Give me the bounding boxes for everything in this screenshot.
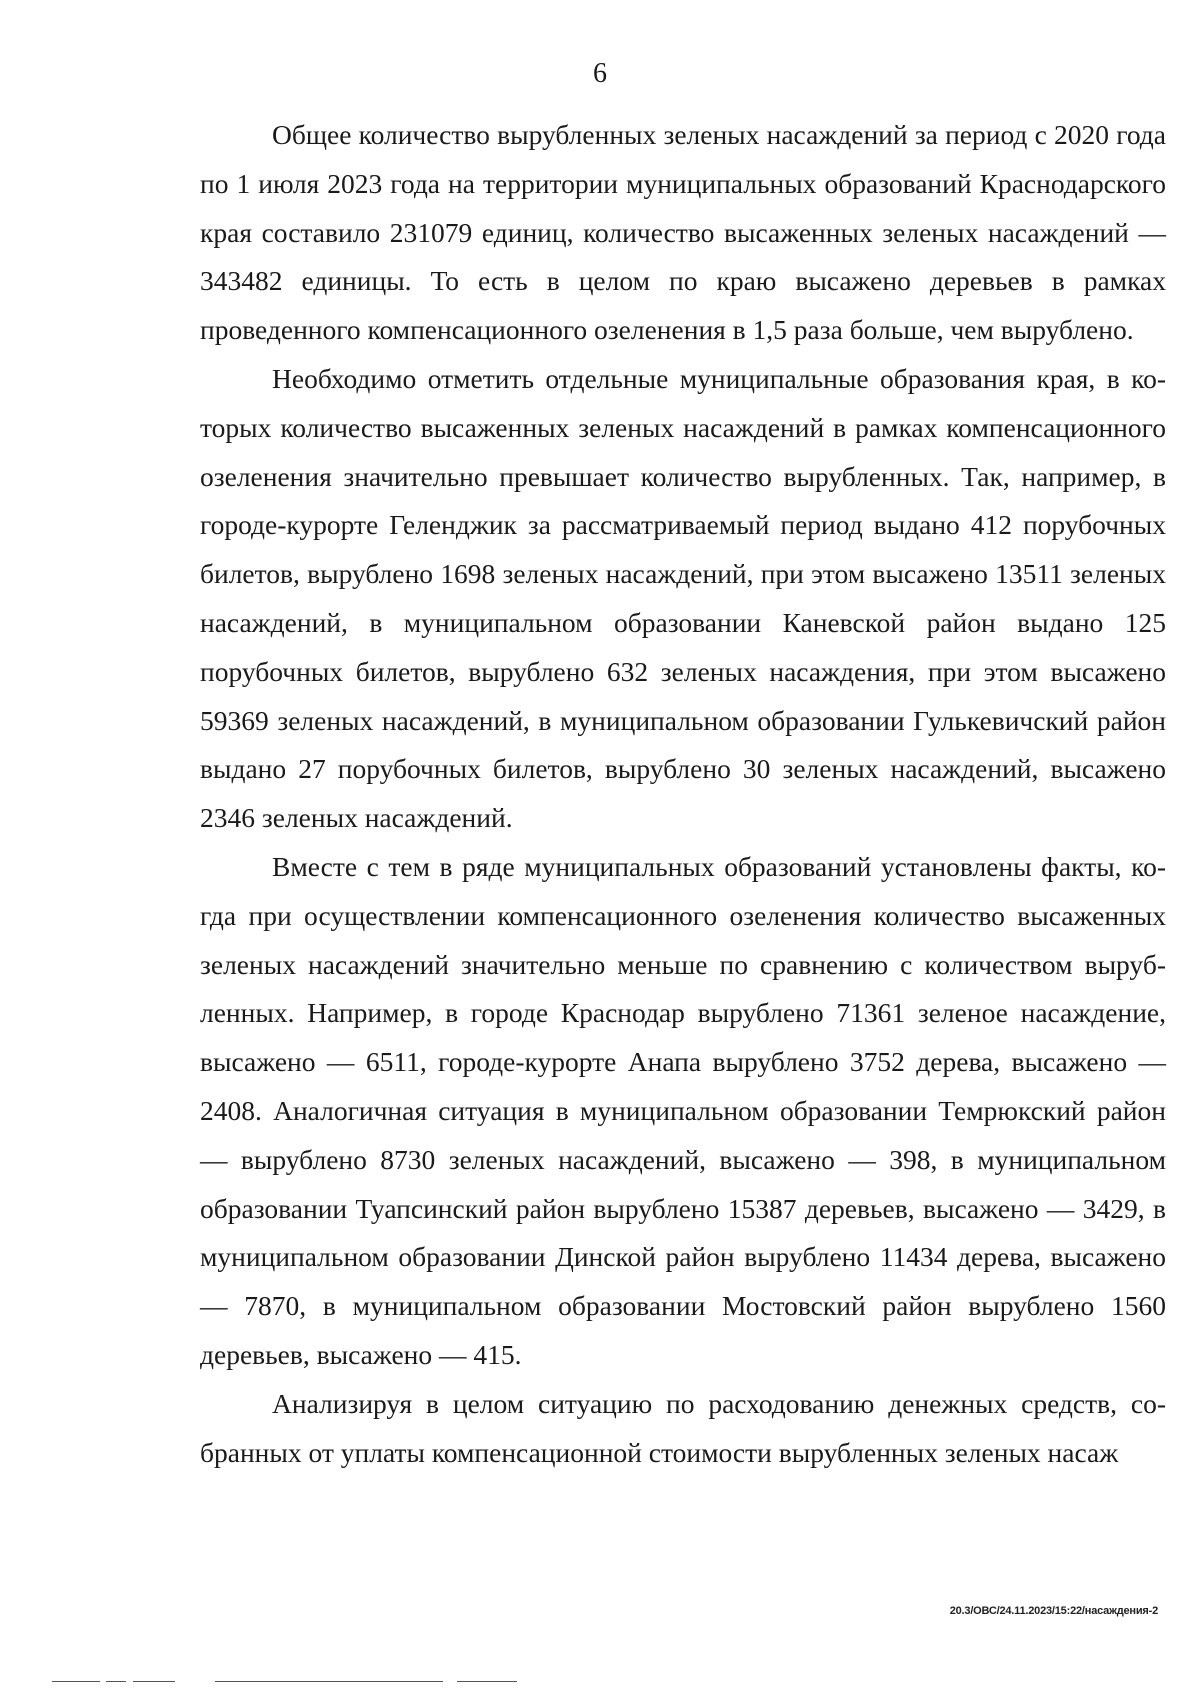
paragraph-municipalities-deficit: Вместе с тем в ряде муниципальных образований установлены факты, когда при осуществлении компенсационного озеленения количество высаженных зеленых насаждений значительно меньше по сравнению с количеством вырубленных. Например, в городе Краснодар вырублено 71361 зеленое насаждение, высажено — 6511, городе-курорте Анапа вырублено 3752 дерева, высажено — 2408. Аналогичная ситуация в муниципальном образовании Темрюкский район — вырублено 8730 зеленых насаждений, высажено — 398, в муниципальном образовании Туапсинский район вырублено 15387 деревьев, высажено — 3429, в муниципальном образовании Динской район вырублено 11434 дерева, высажено — 7870, в муниципальном образовании Мостовский район вырублено 1560 деревьев, высажено — 415. [200, 850, 1166, 1370]
scan-edge-line [52, 1681, 100, 1682]
paragraph-municipalities-exceeding: Необходимо отметить отдельные муниципальные образования края, в которых количество высаженных зеленых насаждений в рамках компенсационного озеленения значительно превышает количество вырубленных. Так, например, в городе-курорте Геленджик за рассматриваемый период выдано 412 порубочных билетов, вырублено 1698 зеленых насаждений, при этом высажено 13511 зеленых насаждений, в муниципальном образовании Каневской район выдано 125 порубочных билетов, вырублено 632 зеленых насаждения, при этом высажено 59369 зеленых насаждений, в муниципальном образовании Гулькевичский район выдано 27 порубочных билетов, вырублено 30 зеленых насаждений, высажено 2346 зеленых насаждений. [200, 362, 1166, 834]
document-code: 20.3/ОВС/24.11.2023/15:22/насаждения-2 [949, 1605, 1158, 1617]
scan-edge-line [133, 1681, 175, 1682]
scan-edge-line [106, 1681, 126, 1682]
paragraph-total-felled-planted: Общее количество вырубленных зеленых насаждений за период с 2020 года по 1 июля 2023 года на территории муниципальных образований Краснодарского края составило 231079 единиц, количество высаженных зеленых насаждений — 343482 единицы. То есть в целом по краю высажено деревьев в рамках проведенного компенсационного озеленения в 1,5 раза больше, чем вырублено. [200, 119, 1166, 346]
document-body [200, 111, 1166, 1477]
paragraph-funds-analysis: Анализируя в целом ситуацию по расходованию денежных средств, собранных от уплаты компенсационной стоимости вырубленных зеленых насаж [200, 1387, 1166, 1468]
page-number: 6 [593, 58, 607, 89]
scan-edge-line [457, 1681, 517, 1682]
scan-edge-line [215, 1681, 443, 1682]
